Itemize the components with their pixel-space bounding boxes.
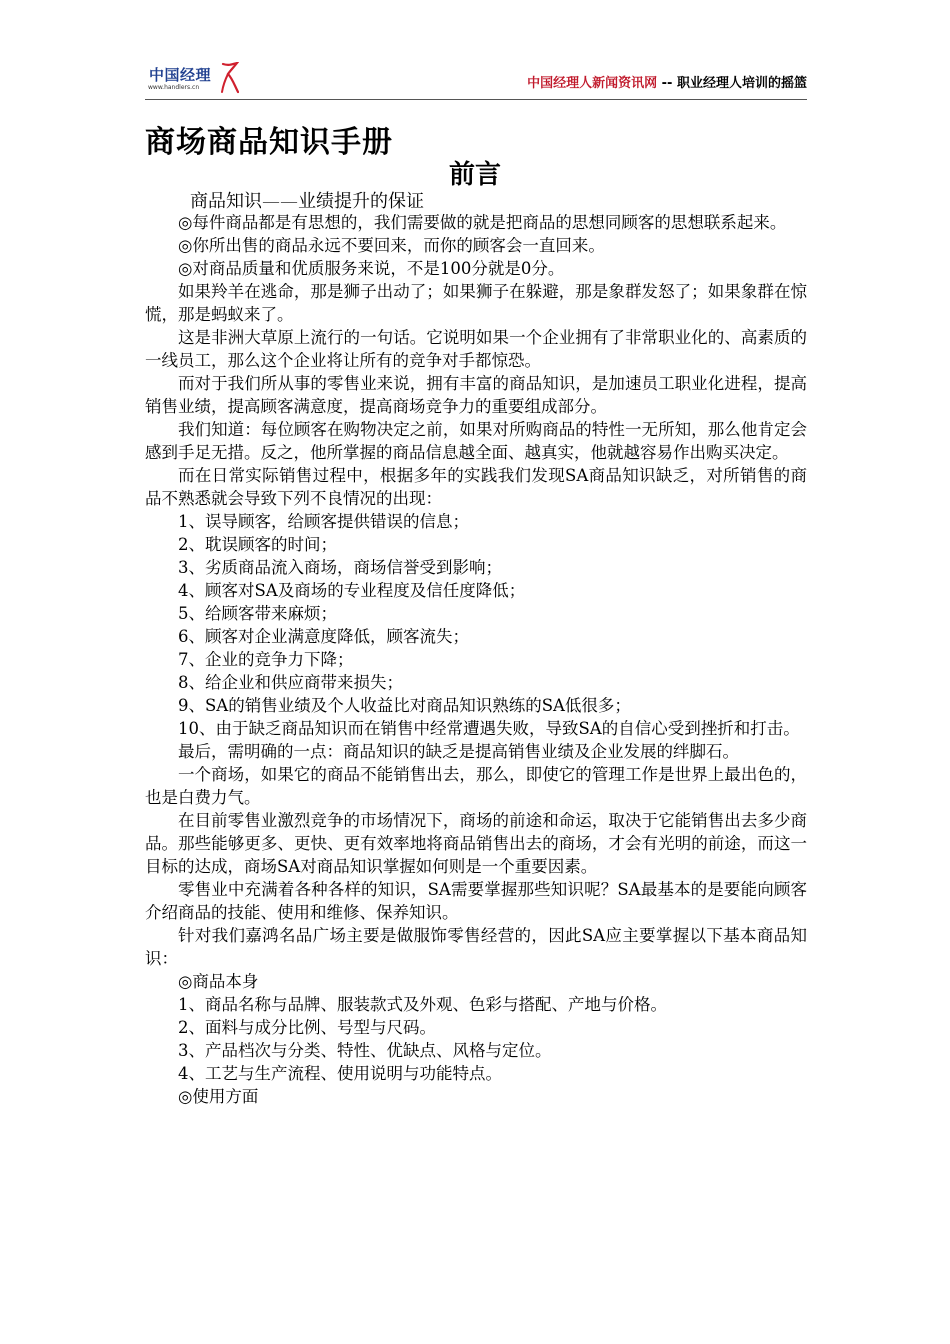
logo-mark-icon bbox=[219, 62, 239, 94]
page-header bbox=[145, 62, 807, 98]
body-paragraph: 2、耽误顾客的时间； bbox=[178, 535, 337, 554]
tagline-site-name: 中国经理人新闻资讯网 bbox=[527, 76, 658, 91]
body-paragraph: 最后，需明确的一点：商品知识的缺乏是提高销售业绩及企业发展的绊脚石。 bbox=[178, 742, 739, 761]
body-paragraph: 4、顾客对SA及商场的专业程度及信任度降低； bbox=[178, 581, 526, 600]
body-paragraph: 1、商品名称与品牌、服装款式及外观、色彩与搭配、产地与价格。 bbox=[178, 995, 667, 1014]
body-paragraph: 6、顾客对企业满意度降低，顾客流失； bbox=[178, 627, 469, 646]
intro-line: 商品知识——业绩提升的保证 bbox=[190, 191, 424, 212]
body-paragraph: 9、SA的销售业绩及个人收益比对商品知识熟练的SA低很多； bbox=[178, 696, 631, 715]
body-paragraph: ◎你所出售的商品永远不要回来，而你的顾客会一直回来。 bbox=[178, 236, 605, 255]
section-title: 前言 bbox=[448, 160, 501, 190]
logo-url: www.handlers.cn bbox=[148, 84, 200, 91]
body-paragraph: ◎对商品质量和优质服务来说，不是100分就是0分。 bbox=[178, 259, 565, 278]
body-paragraph: 8、给企业和供应商带来损失； bbox=[178, 673, 403, 692]
document-body bbox=[145, 211, 807, 1108]
body-paragraph: 3、劣质商品流入商场，商场信誉受到影响； bbox=[178, 558, 502, 577]
tagline-separator: -- bbox=[661, 76, 673, 91]
header-tagline bbox=[527, 72, 807, 91]
body-paragraph: 而对于我们所从事的零售业来说，拥有丰富的商品知识，是加速员工职业化进程，提高销售业绩，提高顾客满意度，提高商场竞争力的重要组成部分。 bbox=[145, 374, 807, 416]
body-paragraph: 如果羚羊在逃命，那是狮子出动了；如果狮子在躲避，那是象群发怒了；如果象群在惊慌，那是蚂蚁来了。 bbox=[145, 282, 807, 324]
body-paragraph: 3、产品档次与分类、特性、优缺点、风格与定位。 bbox=[178, 1041, 552, 1060]
body-paragraph: 针对我们嘉鸿名品广场主要是做服饰零售经营的，因此SA应主要掌握以下基本商品知识： bbox=[145, 926, 807, 968]
body-paragraph: 7、企业的竞争力下降； bbox=[178, 650, 354, 669]
logo-text: 中国经理 bbox=[149, 66, 212, 84]
body-paragraph: ◎每件商品都是有思想的，我们需要做的就是把商品的思想同顾客的思想联系起来。 bbox=[178, 213, 787, 232]
body-paragraph: 5、给顾客带来麻烦； bbox=[178, 604, 337, 623]
body-paragraph: ◎使用方面 bbox=[178, 1087, 259, 1106]
header-divider bbox=[145, 99, 807, 100]
body-paragraph: 我们知道：每位顾客在购物决定之前，如果对所购商品的特性一无所知，那么他肯定会感到手足无措。反之，他所掌握的商品信息越全面、越真实，他就越容易作出购买决定。 bbox=[145, 420, 807, 462]
body-paragraph: ◎商品本身 bbox=[178, 972, 259, 991]
document-title: 商场商品知识手册 bbox=[145, 125, 393, 160]
site-logo[interactable] bbox=[145, 62, 245, 96]
body-paragraph: 而在日常实际销售过程中，根据多年的实践我们发现SA商品知识缺乏，对所销售的商品不熟悉就会导致下列不良情况的出现： bbox=[145, 466, 807, 508]
body-paragraph: 4、工艺与生产流程、使用说明与功能特点。 bbox=[178, 1064, 502, 1083]
body-paragraph: 一个商场，如果它的商品不能销售出去，那么，即使它的管理工作是世界上最出色的，也是白费力气。 bbox=[145, 765, 807, 807]
body-paragraph: 10、由于缺乏商品知识而在销售中经常遭遇失败，导致SA的自信心受到挫折和打击。 bbox=[178, 719, 800, 738]
tagline-slogan: 职业经理人培训的摇篮 bbox=[676, 76, 807, 91]
body-paragraph: 在目前零售业激烈竞争的市场情况下，商场的前途和命运，取决于它能销售出去多少商品。那些能够更多、更快、更有效率地将商品销售出去的商场，才会有光明的前途，而这一目标的达成，商场SA对商品知识掌握如何则是一个重要因素。 bbox=[145, 811, 807, 876]
body-paragraph: 这是非洲大草原上流行的一句话。它说明如果一个企业拥有了非常职业化的、高素质的一线员工，那么这个企业将让所有的竞争对手都惊恐。 bbox=[145, 328, 807, 370]
body-paragraph: 2、面料与成分比例、号型与尺码。 bbox=[178, 1018, 436, 1037]
body-paragraph: 零售业中充满着各种各样的知识，SA需要掌握那些知识呢？SA最基本的是要能向顾客介绍商品的技能、使用和维修、保养知识。 bbox=[145, 880, 807, 922]
body-paragraph: 1、误导顾客，给顾客提供错误的信息； bbox=[178, 512, 469, 531]
